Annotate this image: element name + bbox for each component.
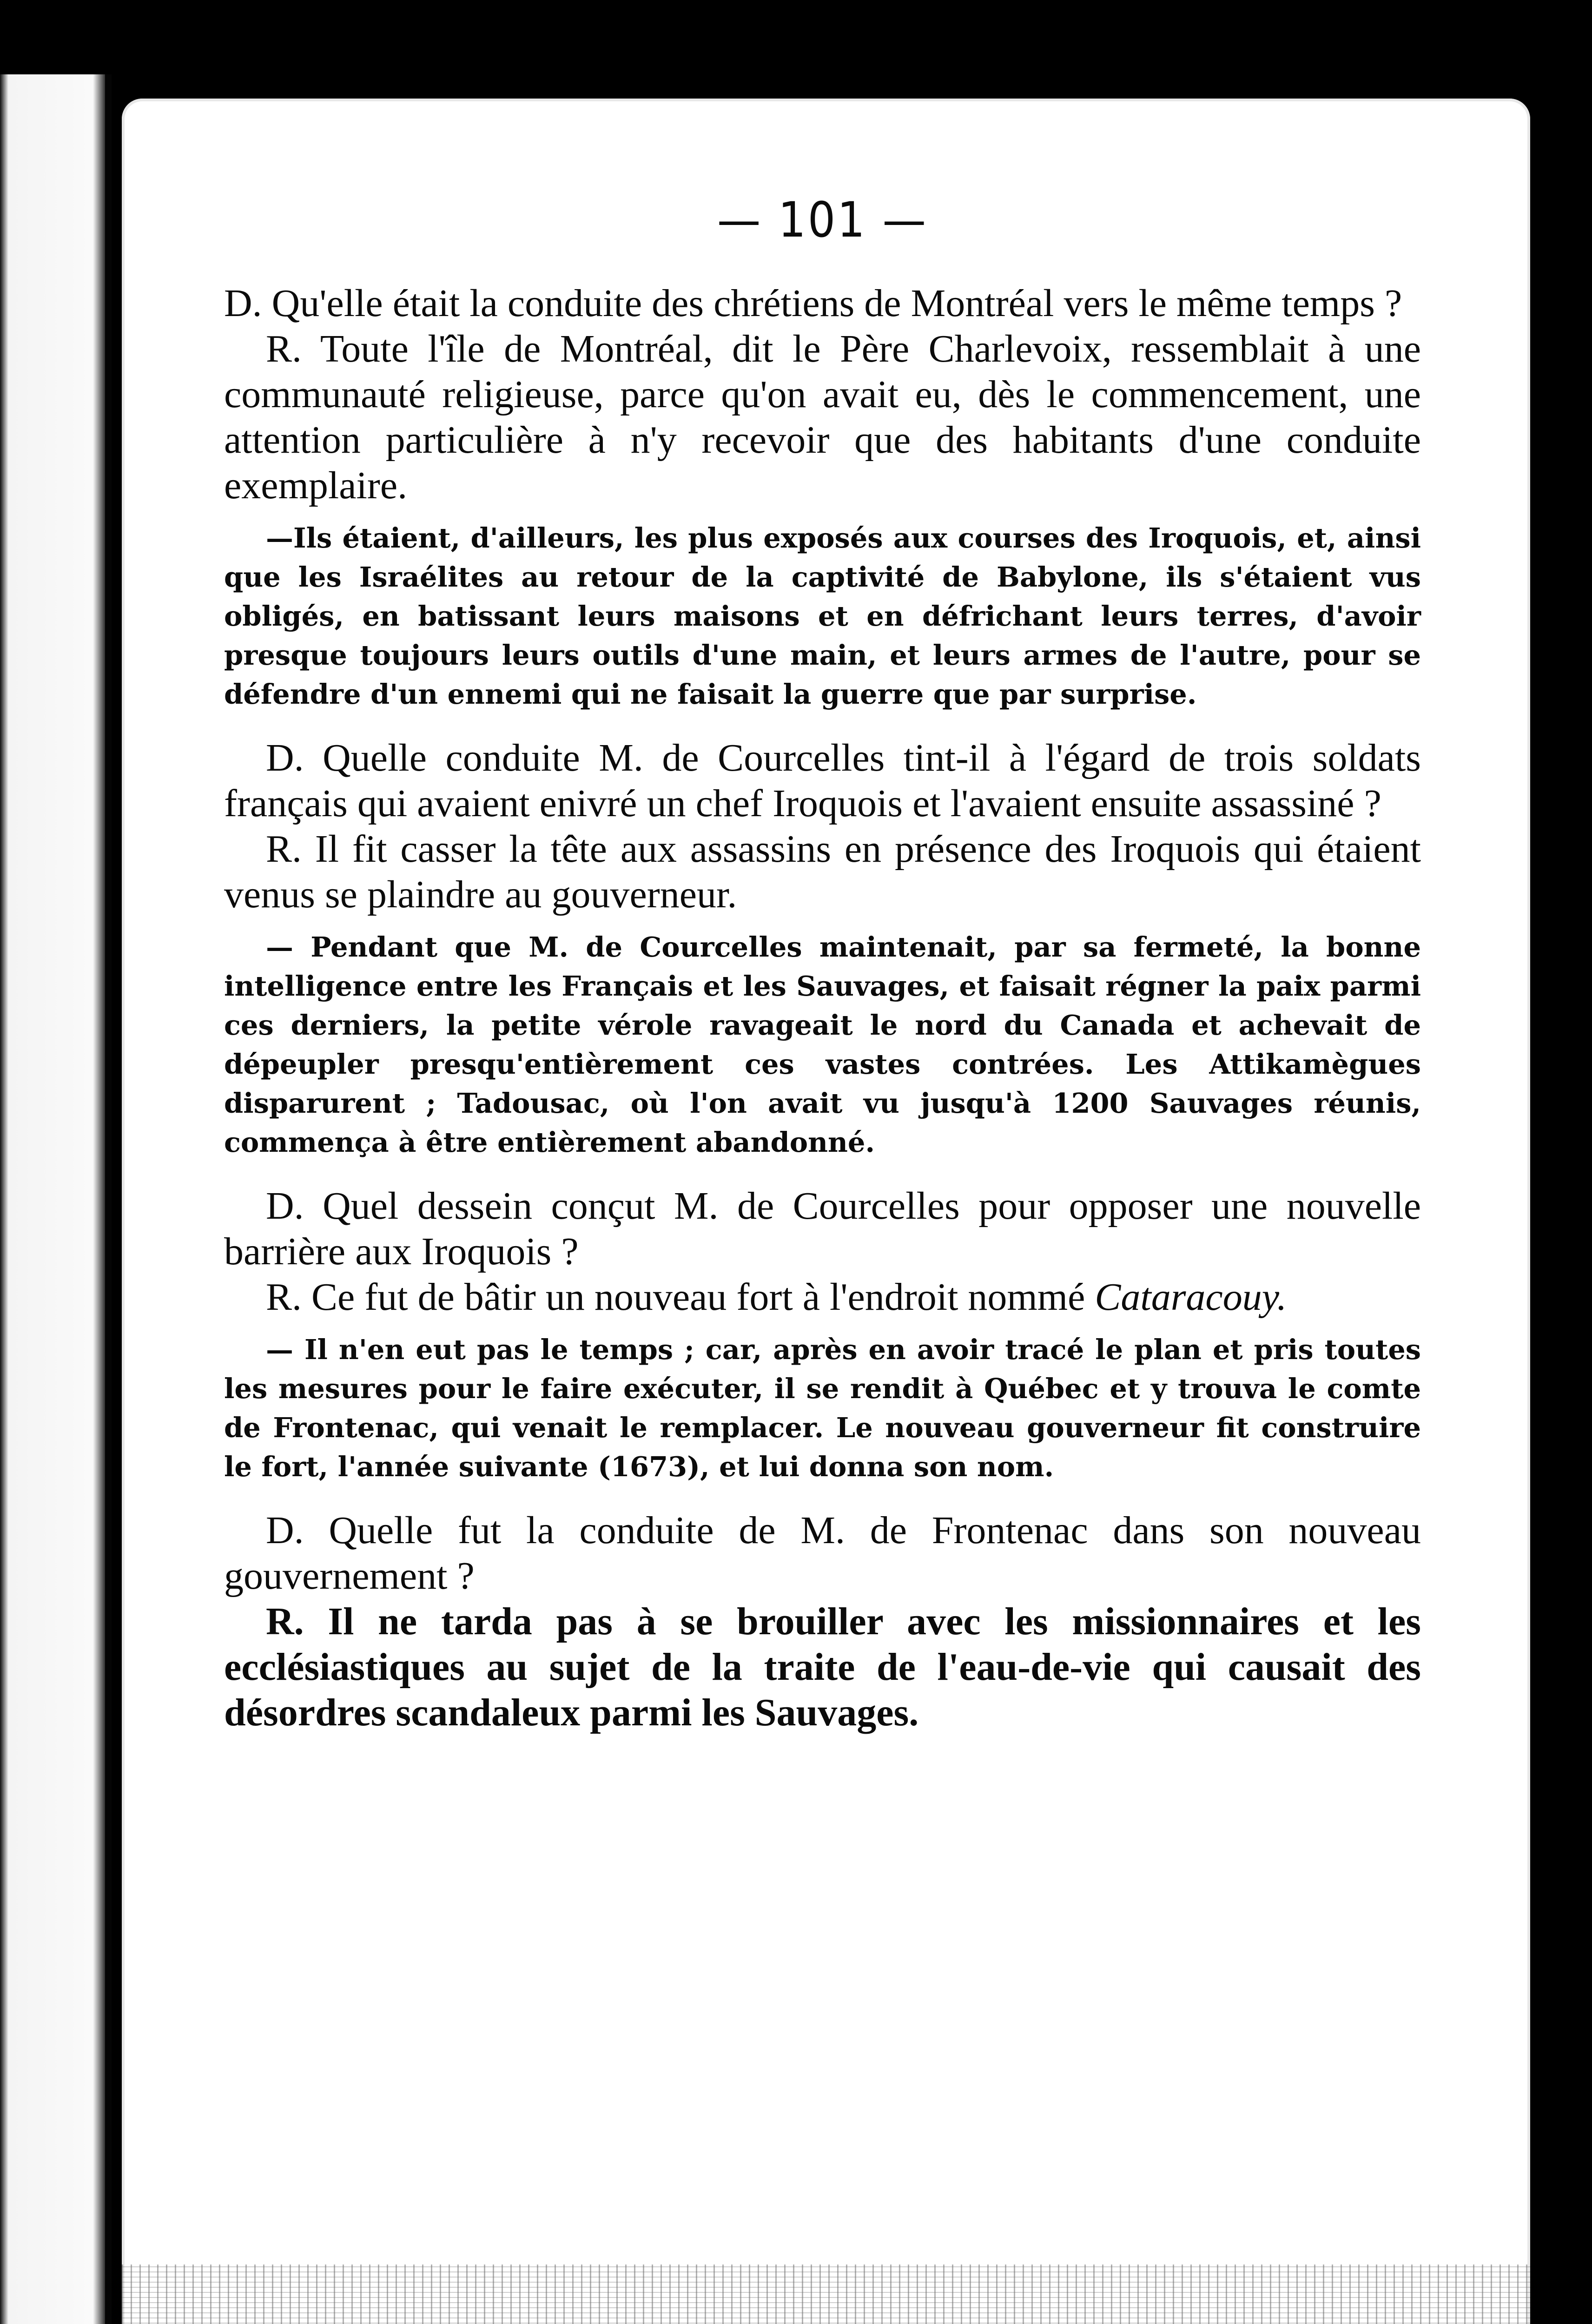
answer-2: R. Il fit casser la tête aux assassins en présence des Iroquois qui étaient venus se plaindre au gouverneur.	[224, 827, 1421, 916]
book-page	[122, 99, 1530, 2324]
note-3: — Il n'en eut pas le temps ; car, après en avoir tracé le plan et pris toutes les mesures pour le faire exécuter, il se rendit à Québec et y trouva le comte de Frontenac, qui venait le remplacer. Le nouveau gouverneur fit construire le fort, l'année suivante (1673), et lui donna son nom.	[224, 1334, 1421, 1483]
page-gutter	[105, 74, 112, 2324]
question-1: D. Qu'elle était la conduite des chrétiens de Montréal vers le même temps ?	[224, 282, 1402, 325]
page-text	[224, 191, 1421, 1736]
note-2: — Pendant que M. de Courcelles maintenait, par sa fermeté, la bonne intelligence entre les Français et les Sauvages, et faisait régner la paix parmi ces derniers, la petite vérole ravageait le nord du Canada et achevait de dépeupler presqu'entièrement ces vastes contrées. Les Attikamègues disparurent ; Tadousac, où l'on avait vu jusqu'à 1200 Sauvages réunis, commença à être entièrement abandonné.	[224, 931, 1421, 1158]
answer-4: R. Il ne tarda pas à se brouiller avec les missionnaires et les ecclésiastiques au sujet de la traite de l'eau-de-vie qui causait des désordres scandaleux parmi les Sauvages.	[224, 1600, 1421, 1734]
scan-noise	[122, 2265, 1530, 2324]
question-3: D. Quel dessein conçut M. de Courcelles pour opposer une nouvelle barrière aux Iroquois ?	[224, 1184, 1421, 1273]
question-2: D. Quelle conduite M. de Courcelles tint-il à l'égard de trois soldats français qui avaient enivré un chef Iroquois et l'avaient ensuite assassiné ?	[224, 736, 1421, 825]
answer-1: R. Toute l'île de Montréal, dit le Père Charlevoix, ressemblait à une communauté religieuse, parce qu'on avait eu, dès le commencement, une attention particulière à n'y recevoir que des habitants d'une conduite exemplaire.	[224, 327, 1421, 507]
page-number: — 101 —	[717, 191, 928, 248]
adjacent-page-edge	[0, 74, 112, 2324]
note-1: —Ils étaient, d'ailleurs, les plus exposés aux courses des Iroquois, et, ainsi que les Israélites au retour de la captivité de Babylone, ils s'étaient vus obligés, en batissant leurs maisons et en défrichant leurs terres, d'avoir presque toujours leurs outils d'une main, et leurs armes de l'autre, pour se défendre d'un ennemi qui ne faisait la guerre que par surprise.	[224, 522, 1421, 710]
question-4: D. Quelle fut la conduite de M. de Frontenac dans son nouveau gouvernement ?	[224, 1509, 1421, 1598]
answer-3-placename: Cataracouy.	[1095, 1275, 1287, 1319]
answer-3	[224, 1274, 1421, 1320]
answer-3-text: R. Ce fut de bâtir un nouveau fort à l'endroit nommé	[266, 1275, 1095, 1319]
